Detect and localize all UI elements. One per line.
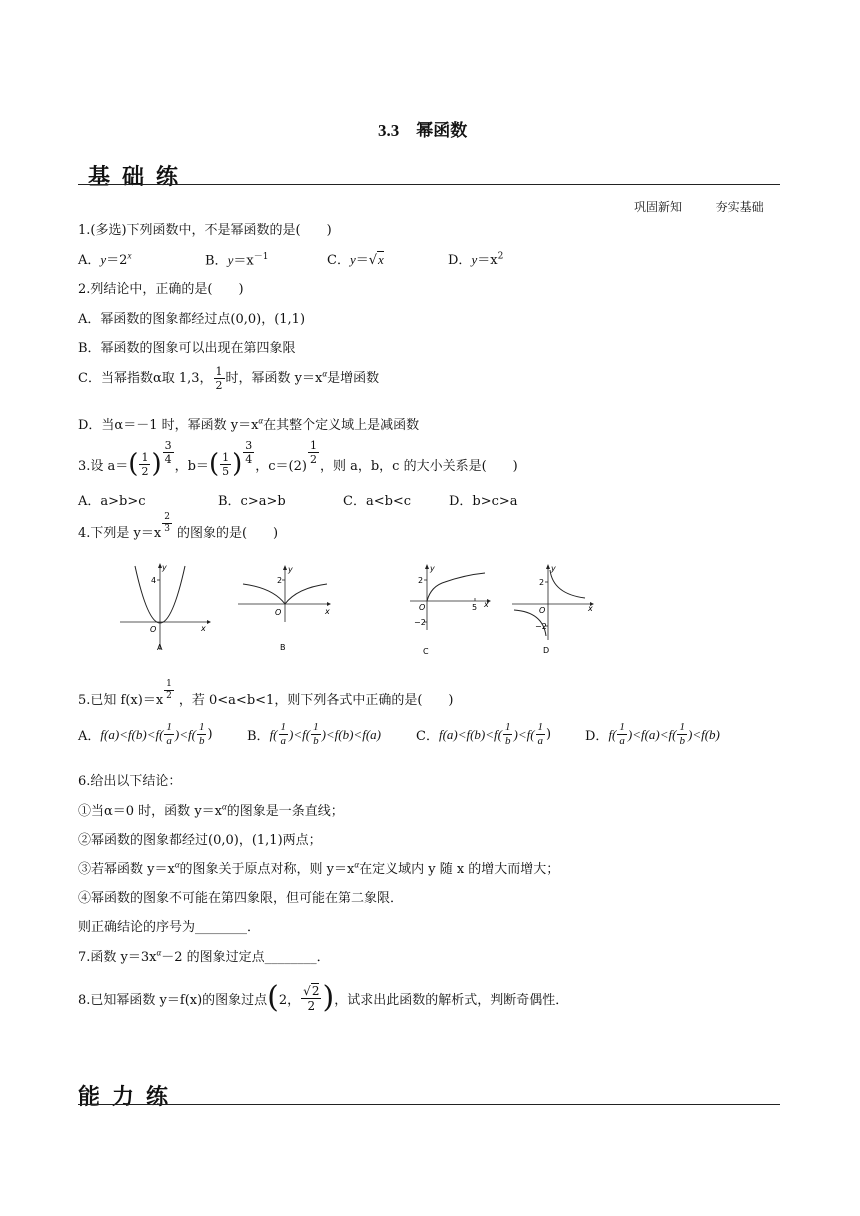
q1-option-c: C．y＝√x	[327, 252, 384, 268]
section-rule-2	[78, 1104, 780, 1105]
svg-text:O: O	[419, 603, 426, 612]
question-2-stem: 2.列结论中，正确的是( )	[78, 282, 244, 297]
q5-option-d: D． f( $\frac{1}{a}$ )<f(a)<f( $\frac{1}{b}$ )<f(b)	[585, 721, 720, 747]
tagline	[634, 198, 764, 215]
q5-option-a: A． f(a)<f(b)<f( $\frac{1}{a}$ )<f( $\frac{1}{b}$ )	[78, 721, 213, 747]
graph-c[interactable]	[405, 560, 500, 660]
q6-statement-3: ③若幂函数 $y=x^\alpha$的图象关于原点对称，则 $y=x^\alpha$在定义域内 y 随 x 的增大而增大；	[78, 859, 560, 877]
graph-a-ytick: 4	[151, 576, 157, 585]
q3-option-b: B．c>a>b	[218, 494, 286, 509]
question-3-stem: 3.设 a＝ ( $\frac{1}{2}$ ) $\frac{3}{4}$ ，b＝ ( $\frac{1}{5}$ ) $\frac{3}{4}$ ，c＝(2) $\frac{1}{2}$ ，则 a，b，c 的大小关系是( )	[78, 439, 518, 479]
graph-d-ytick-neg: −2	[535, 622, 547, 631]
question-7: 7.函数 $y=3x^\alpha-2$ 的图象过定点________．	[78, 947, 330, 965]
q2-option-d: D．当α＝－1 时，幂函数 $y=x^\alpha$在其整个定义域上是减函数	[78, 415, 420, 433]
graph-b-ytick: 2	[277, 576, 283, 585]
svg-text:O: O	[275, 608, 282, 617]
page-title: 3.3 幂函数	[378, 121, 468, 140]
section-heading-ability: 能力练	[78, 1085, 181, 1110]
graph-c-ytick: 2	[418, 576, 424, 585]
question-6-stem: 6.给出以下结论：	[78, 774, 182, 789]
svg-text:x: x	[201, 624, 206, 633]
q5-option-b: B． f( $\frac{1}{a}$ )<f( $\frac{1}{b}$ )<f(b)<f(a)	[247, 721, 381, 747]
q2-option-c: C．当幂指数α取 1,3， $\frac{1}{2}$ 时，幂函数 $y=x^\alpha$是增函数	[78, 365, 380, 392]
q2-option-a: A．幂函数的图象都经过点(0,0)，(1,1)	[78, 312, 306, 327]
q6-statement-1: ①当α＝0 时，函数 $y=x^\alpha$的图象是一条直线；	[78, 801, 344, 819]
tagline-right: 夯实基础	[715, 200, 764, 214]
q5-option-c: C． f(a)<f(b)<f( $\frac{1}{b}$ )<f( $\frac{1}{a}$ )	[416, 721, 552, 747]
svg-text:x: x	[484, 600, 489, 609]
q6-statement-4: ④幂函数的图象不可能在第四象限，但可能在第二象限．	[78, 891, 404, 906]
svg-text:y: y	[288, 565, 293, 574]
question-4-stem: 4.下列是 y＝x $\frac{2}{3}$ 的图象的是( )	[78, 512, 279, 541]
graph-a-label: A	[157, 643, 163, 652]
q3-option-c: C．a<b<c	[343, 494, 412, 509]
graph-b-label: B	[280, 643, 286, 652]
q2-option-b: B．幂函数的图象可以出现在第四象限	[78, 341, 296, 356]
q1-option-b: B．$y=x^{-1}$	[205, 252, 269, 269]
graph-c-ytick-neg: −2	[414, 618, 426, 627]
svg-text:y: y	[162, 563, 167, 572]
graph-d-label: D	[543, 646, 550, 655]
svg-text:O: O	[539, 606, 546, 615]
q1-option-a: A．$y=2^x$	[78, 250, 132, 268]
question-5-stem: 5.已知 f(x)＝x $\frac{1}{2}$ ，若 0<a<b<1，则下列各式中正确的是( )	[78, 679, 454, 708]
graph-d-ytick: 2	[539, 578, 545, 587]
graph-c-xtick: 5	[472, 603, 478, 612]
svg-text:x: x	[588, 604, 593, 613]
q6-answer-blank: 则正确结论的序号为________．	[78, 920, 261, 935]
q3-option-d: D．b>c>a	[449, 494, 518, 509]
q6-statement-2: ②幂函数的图象都经过(0,0)，(1,1)两点；	[78, 833, 322, 848]
q3-option-a: A．a>b>c	[78, 494, 146, 509]
tagline-left: 巩固新知	[634, 200, 683, 214]
svg-text:y: y	[430, 564, 435, 573]
svg-text:x: x	[325, 607, 330, 616]
question-1-stem: 1.(多选)下列函数中，不是幂函数的是( )	[78, 223, 332, 238]
graph-b[interactable]	[235, 562, 335, 657]
section-heading-basic: 基础练	[88, 165, 191, 190]
question-8: 8.已知幂函数 y＝f(x)的图象过点 ( 2， $\frac{√2}{2}$ ) ，试求出此函数的解析式，判断奇偶性．	[78, 980, 569, 1015]
graph-d[interactable]	[510, 560, 600, 660]
section-rule	[78, 184, 780, 185]
graph-c-label: C	[423, 647, 429, 656]
svg-text:y: y	[551, 564, 556, 573]
graph-a[interactable]	[115, 560, 215, 655]
q1-option-d: D．$y=x^2$	[448, 251, 504, 268]
svg-text:O: O	[150, 625, 157, 634]
